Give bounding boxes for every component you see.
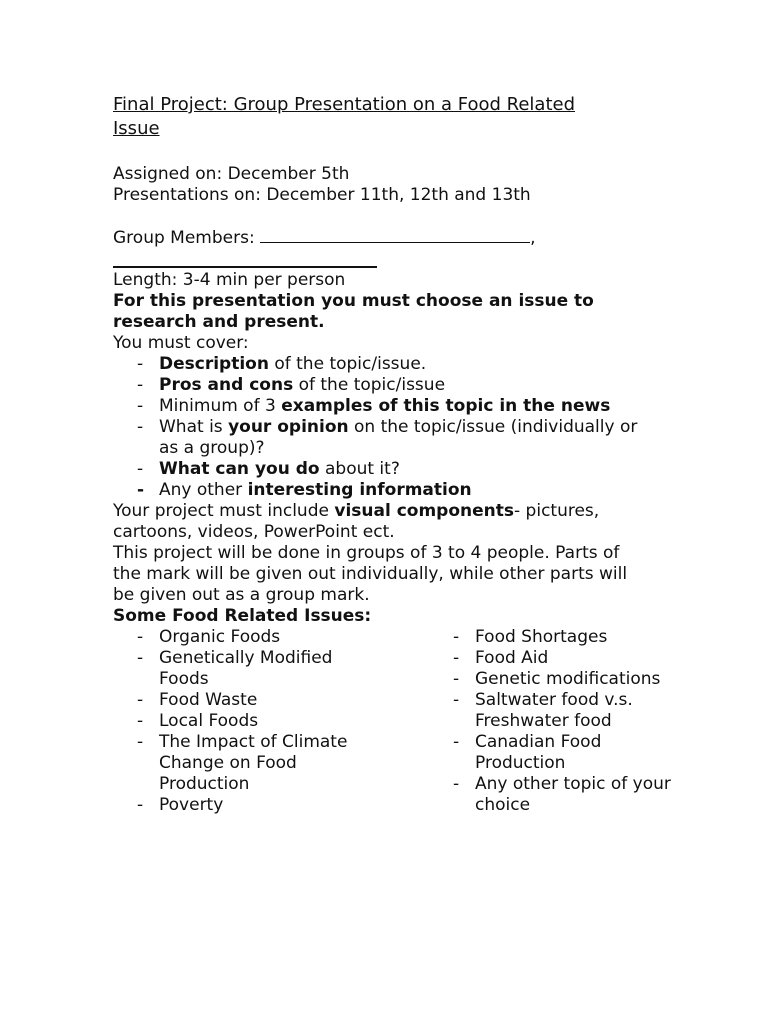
cover-item-text: Minimum of 3 [159, 396, 282, 416]
issue-item [113, 690, 429, 711]
issue-item [429, 669, 673, 690]
groups-line-3: be given out as a group mark. [113, 585, 370, 605]
intro-bold-1: For this presentation you must choose an issue to [113, 291, 594, 311]
issue-item [429, 627, 673, 648]
dash-mark: - [137, 417, 144, 437]
groups-line-2: the mark will be given out individually, while other parts will [113, 564, 628, 584]
issue-item [429, 648, 673, 669]
issue-item [113, 711, 429, 732]
issue-item-text: Change on Food [159, 753, 297, 773]
issues-left-list [113, 627, 429, 816]
cover-item-bold: What can you do [159, 459, 320, 479]
cover-item-text: of the topic/issue [293, 375, 446, 395]
group-members-blank-2[interactable] [113, 251, 377, 268]
issue-item [429, 732, 673, 753]
cover-item-bold: interesting information [247, 480, 472, 500]
issue-item [429, 711, 673, 732]
document-title [113, 93, 673, 141]
dash-mark: - [453, 690, 460, 710]
cover-item-text: Any other [159, 480, 248, 500]
dash-mark: - [137, 354, 144, 374]
cover-item [113, 354, 673, 375]
issue-item-text: Freshwater food [475, 711, 612, 731]
document-page [113, 93, 673, 816]
dash-mark: - [137, 711, 144, 731]
visual-bold: visual components [334, 501, 515, 521]
issue-item [113, 669, 429, 690]
issue-item-text: Food Shortages [475, 627, 608, 647]
group-members-row [113, 227, 673, 249]
dash-mark: - [137, 375, 144, 395]
issue-item [429, 795, 673, 816]
issue-item [113, 627, 429, 648]
dash-mark: - [453, 774, 460, 794]
cover-item [113, 480, 673, 501]
issue-item-text: Poverty [159, 795, 224, 815]
cover-item [113, 396, 673, 417]
issue-item-text: Organic Foods [159, 627, 281, 647]
cover-item-text: about it? [319, 459, 400, 479]
visual-rest: - pictures, [514, 501, 600, 521]
group-members-blank-1[interactable] [260, 227, 530, 243]
dash-mark: - [453, 732, 460, 752]
groups-line-1: This project will be done in groups of 3 to 4 people. Parts of [113, 543, 620, 563]
dash-mark: - [137, 480, 145, 500]
issue-item-text: Local Foods [159, 711, 259, 731]
intro-line-1 [113, 291, 673, 312]
cover-item-text: on the topic/issue (individually or [348, 417, 638, 437]
issue-item [429, 690, 673, 711]
cover-item [113, 459, 673, 480]
intro-bold-2: research and present. [113, 312, 325, 332]
visual-pre: Your project must include [113, 501, 335, 521]
issue-item-text: Food Waste [159, 690, 258, 710]
issue-item [113, 648, 429, 669]
comma: , [530, 228, 536, 248]
cover-item [113, 375, 673, 396]
issue-item-text: Foods [159, 669, 209, 689]
cover-item-bold: examples of this topic in the news [281, 396, 611, 416]
assigned-date: Assigned on: December 5th [113, 164, 350, 184]
issue-item [113, 753, 429, 774]
dash-mark: - [137, 396, 144, 416]
issue-item-text: Genetically Modified [159, 648, 333, 668]
issue-item [429, 774, 673, 795]
cover-item-bold: Description [159, 354, 269, 374]
issues-heading [113, 606, 673, 627]
cover-item-text: What is [159, 417, 229, 437]
issue-item [113, 732, 429, 753]
issue-item [113, 774, 429, 795]
issue-item [113, 795, 429, 816]
must-cover-label: You must cover: [113, 333, 249, 353]
issue-item-text: choice [475, 795, 531, 815]
issues-heading-text: Some Food Related Issues: [113, 606, 372, 626]
issue-item-text: Genetic modifications [475, 669, 661, 689]
issue-item-text: Any other topic of your [475, 774, 671, 794]
dash-mark: - [137, 690, 144, 710]
dash-mark: - [453, 627, 460, 647]
issue-item-text: Canadian Food [475, 732, 602, 752]
length-line: Length: 3-4 min per person [113, 270, 346, 290]
title-line-1: Final Project: Group Presentation on a Food Related [113, 94, 576, 115]
issue-item-text: Production [159, 774, 250, 794]
cover-item-text: as a group)? [159, 438, 265, 458]
cover-item [113, 417, 673, 438]
dash-mark: - [137, 795, 144, 815]
issue-item-text: The Impact of Climate [159, 732, 348, 752]
group-members-row-2 [113, 249, 673, 270]
group-members-label: Group Members: [113, 228, 261, 248]
cover-list [113, 354, 673, 501]
title-line-2: Issue [113, 118, 160, 139]
issues-columns [113, 627, 673, 816]
visual-line-2: cartoons, videos, PowerPoint ect. [113, 522, 395, 542]
dash-mark: - [137, 459, 144, 479]
presentation-dates: Presentations on: December 11th, 12th and 13th [113, 185, 531, 205]
cover-item-bold: Pros and cons [159, 375, 294, 395]
visual-line-1 [113, 501, 673, 522]
dash-mark: - [137, 732, 144, 752]
dash-mark: - [137, 648, 144, 668]
issue-item [429, 753, 673, 774]
dash-mark: - [453, 648, 460, 668]
issue-item-text: Production [475, 753, 566, 773]
cover-item-bold: your opinion [228, 417, 349, 437]
cover-item [113, 438, 673, 459]
issue-item-text: Saltwater food v.s. [475, 690, 633, 710]
dash-mark: - [453, 669, 460, 689]
dash-mark: - [137, 627, 144, 647]
intro-line-2 [113, 312, 673, 333]
issue-item-text: Food Aid [475, 648, 549, 668]
cover-item-text: of the topic/issue. [268, 354, 427, 374]
issues-right-list [429, 627, 673, 816]
